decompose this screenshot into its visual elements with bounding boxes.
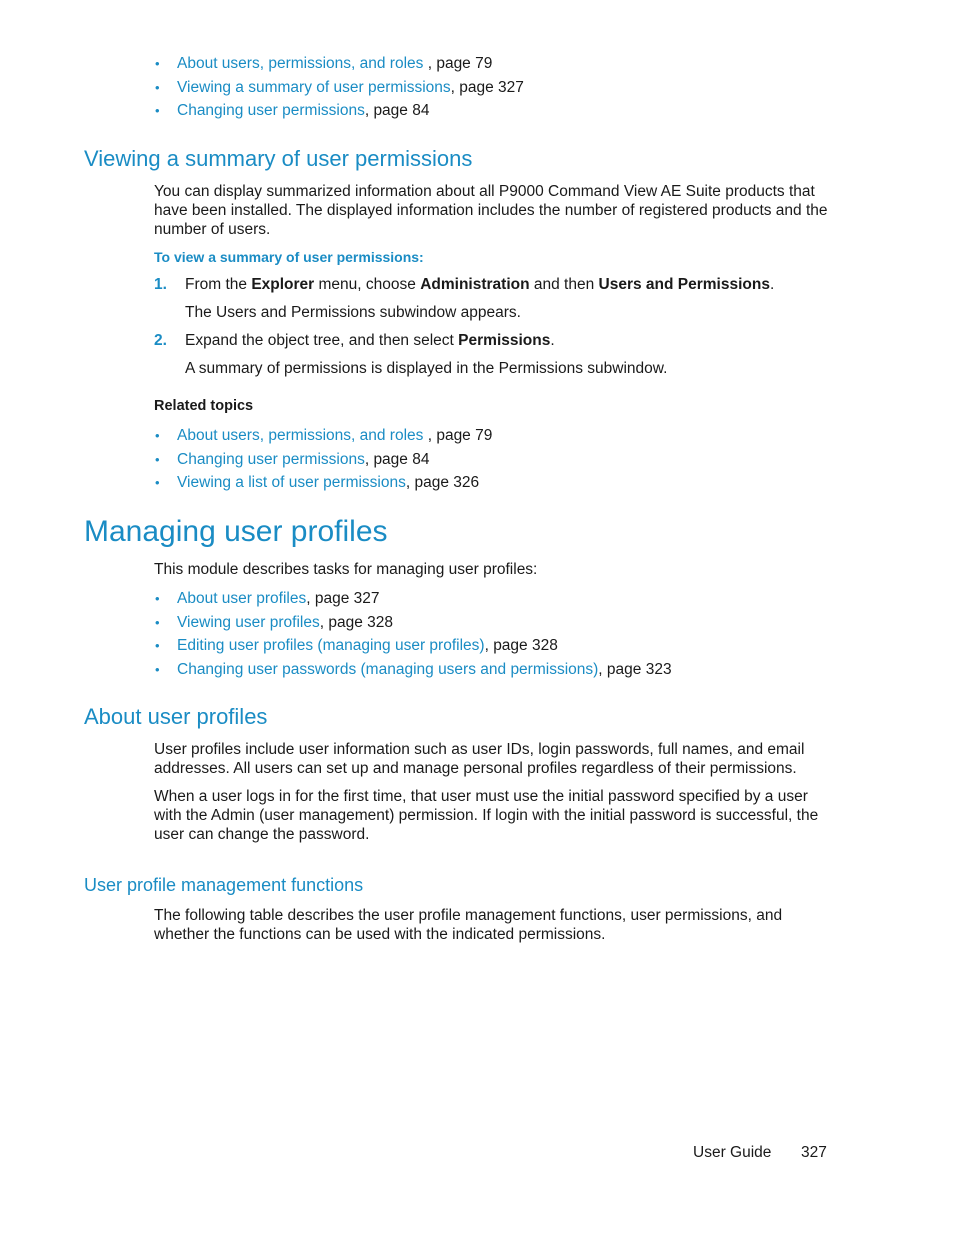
- ui-term-explorer: Explorer: [251, 276, 315, 293]
- step-number: 2.: [154, 332, 167, 349]
- list-item: [154, 658, 672, 682]
- section-heading-viewing-summary: Viewing a summary of user permissions: [84, 146, 473, 171]
- list-item: [154, 424, 492, 448]
- page-ref: , page 323: [598, 660, 672, 678]
- link-changing-user-permissions[interactable]: Changing user permissions: [177, 102, 365, 119]
- list-item: [154, 611, 672, 635]
- related-topics-list: [154, 424, 492, 495]
- list-item: [154, 52, 524, 76]
- page-ref: , page 328: [319, 613, 393, 631]
- step-text: Expand the object tree, and then select: [185, 332, 459, 349]
- link-changing-user-permissions[interactable]: Changing user permissions: [177, 450, 365, 468]
- page-ref: , page 79: [423, 427, 493, 444]
- page-ref: , page 84: [364, 450, 430, 468]
- related-topics-heading: Related topics: [154, 398, 254, 414]
- procedure-step-2: [154, 332, 555, 350]
- list-item: [154, 99, 524, 123]
- step-text: .: [769, 276, 775, 293]
- chapter-heading-managing-user-profiles: Managing user profiles: [84, 515, 388, 548]
- subsection-heading-management-functions: User profile management functions: [84, 875, 364, 895]
- summary-intro-paragraph: You can display summarized information about all P9000 Command View AE Suite products that have been installed. The displayed information includes the number of registered products and the number of users.: [154, 183, 828, 238]
- step-text: menu, choose: [314, 276, 421, 293]
- list-item: [154, 634, 672, 658]
- about-paragraph-2: When a user logs in for the first time, that user must use the initial password specified by a user with the Admin (user management) permission. If login with the initial password is successful, the user can change the password.: [154, 788, 819, 843]
- link-editing-user-profiles[interactable]: Editing user profiles (managing user profiles): [177, 637, 485, 654]
- top-related-links: [154, 52, 524, 123]
- about-paragraph-1: User profiles include user information such as user IDs, login passwords, full names, and email addresses. All users can set up and manage personal profiles regardless of their permissions.: [154, 741, 805, 777]
- list-item: [154, 76, 524, 100]
- link-about-users-permissions-roles[interactable]: About users, permissions, and roles: [177, 427, 424, 444]
- step-2-result: A summary of permissions is displayed in the Permissions subwindow.: [185, 360, 668, 377]
- profiles-task-list: [154, 587, 672, 681]
- link-about-user-profiles[interactable]: About user profiles: [177, 590, 307, 607]
- ui-term-users-and-permissions: Users and Permissions: [598, 276, 770, 293]
- ui-term-administration: Administration: [420, 276, 530, 293]
- step-1-result: The Users and Permissions subwindow appears.: [185, 304, 521, 321]
- ui-term-permissions: Permissions: [458, 332, 551, 349]
- functions-paragraph: The following table describes the user profile management functions, user permissions, and whether the functions can be used with the indicated permissions.: [154, 907, 783, 943]
- page-ref: , page 84: [364, 102, 430, 119]
- page-ref: , page 327: [450, 78, 524, 96]
- link-about-users-permissions-roles[interactable]: About users, permissions, and roles: [177, 55, 424, 72]
- profiles-intro-paragraph: This module describes tasks for managing user profiles:: [154, 561, 538, 578]
- footer-guide-title: User Guide: [693, 1144, 772, 1161]
- list-item: [154, 587, 672, 611]
- link-viewing-list-user-permissions[interactable]: Viewing a list of user permissions: [177, 474, 406, 491]
- page-ref: , page 328: [484, 637, 558, 654]
- list-item: [154, 448, 492, 472]
- footer-page-number: 327: [801, 1144, 827, 1161]
- page-ref: , page 327: [306, 590, 380, 607]
- step-text: .: [550, 332, 555, 349]
- step-text: From the: [185, 276, 252, 293]
- section-heading-about-user-profiles: About user profiles: [84, 704, 268, 729]
- link-changing-user-passwords[interactable]: Changing user passwords (managing users and permissions): [177, 660, 599, 678]
- page-ref: , page 326: [405, 474, 480, 491]
- page-ref: , page 79: [423, 55, 493, 72]
- link-viewing-user-profiles[interactable]: Viewing user profiles: [177, 613, 320, 631]
- procedure-step-1: [154, 276, 774, 294]
- procedure-title: To view a summary of user permissions:: [154, 249, 424, 265]
- list-item: [154, 471, 492, 495]
- step-text: and then: [529, 276, 599, 293]
- link-viewing-summary-permissions[interactable]: Viewing a summary of user permissions: [177, 78, 451, 96]
- step-number: 1.: [154, 276, 167, 293]
